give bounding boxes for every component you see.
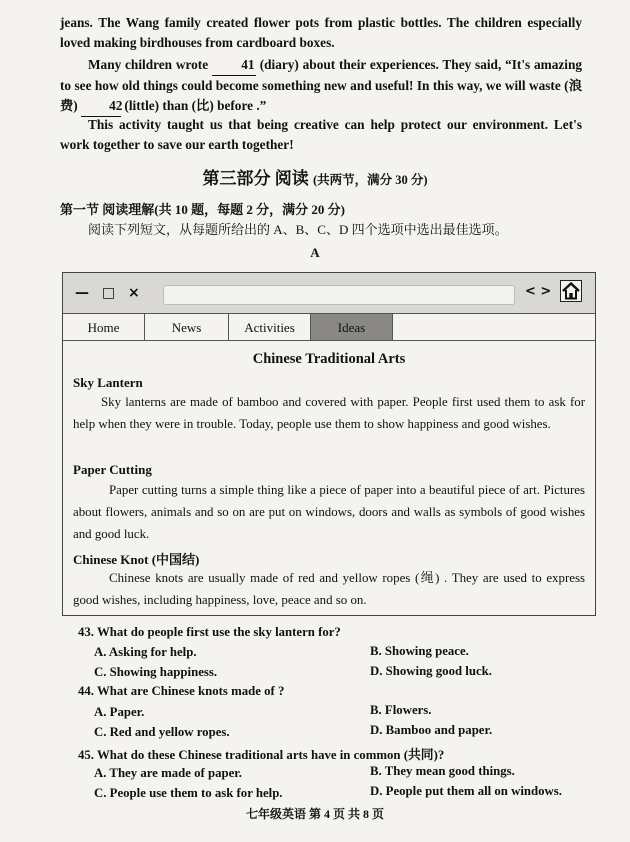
option-44-d[interactable]: D. Bamboo and paper.: [370, 723, 493, 737]
browser-tabs: [63, 314, 595, 341]
option-43-d[interactable]: D. Showing good luck.: [370, 664, 492, 678]
option-44-a[interactable]: A. Paper.: [94, 705, 145, 719]
browser-window: [62, 272, 596, 616]
browser-toolbar: [63, 273, 595, 314]
answer-blank-42[interactable]: 42: [81, 96, 121, 117]
section-title-note: (共两节，满分 30 分): [312, 173, 428, 187]
article-title: Chinese Traditional Arts: [252, 351, 406, 367]
tab-activities[interactable]: Activities: [229, 314, 311, 340]
tab-home[interactable]: Home: [63, 314, 145, 340]
intro-paragraph-3: This activity taught us that being creative can help protect our environment. Let's work together to save our earth together!: [60, 117, 582, 152]
part-one-heading: 第一节 阅读理解(共 10 题，每题 2 分，满分 20 分): [60, 202, 345, 217]
page-footer: 七年级英语 第 4 页 共 8 页: [245, 807, 384, 821]
text-paper-cutting: Paper cutting turns a simple thing like a piece of paper into a beautiful piece of art. Pictures about flowers, animals and so on are put on windows, doors and walls as symbols of good wishes and good luck.: [73, 483, 585, 541]
heading-chinese-knot: Chinese Knot (中国结): [73, 552, 200, 567]
question-43: 43. What do people first use the sky lantern for?: [78, 625, 341, 639]
window-controls[interactable]: — □ ×: [75, 285, 144, 301]
heading-sky-lantern: Sky Lantern: [73, 375, 143, 390]
home-icon[interactable]: [560, 280, 582, 302]
option-45-d[interactable]: D. People put them all on windows.: [370, 784, 562, 798]
option-43-b[interactable]: B. Showing peace.: [370, 644, 469, 658]
option-45-a[interactable]: A. They are made of paper.: [94, 766, 242, 780]
heading-paper-cutting: Paper Cutting: [73, 462, 152, 477]
question-44: 44. What are Chinese knots made of ?: [78, 684, 285, 698]
tab-ideas[interactable]: Ideas: [311, 314, 393, 340]
section-title-text: 第三部分 阅读: [202, 169, 309, 188]
tab-news[interactable]: News: [145, 314, 229, 340]
nav-arrows[interactable]: < >: [525, 284, 552, 299]
option-44-c[interactable]: C. Red and yellow ropes.: [94, 725, 230, 739]
option-43-c[interactable]: C. Showing happiness.: [94, 665, 218, 679]
option-45-c[interactable]: C. People use them to ask for help.: [94, 786, 283, 800]
text-chinese-knot: Chinese knots are usually made of red and yellow ropes (绳) . They are used to express good wishes, including happiness, love, peace and so on.: [73, 571, 585, 607]
intro-p2-text-a: Many children wrote: [88, 57, 209, 72]
question-45: 45. What do these Chinese traditional arts have in common (共同)?: [78, 748, 445, 762]
option-44-b[interactable]: B. Flowers.: [370, 703, 432, 717]
answer-blank-41[interactable]: 41: [212, 55, 256, 76]
option-45-b[interactable]: B. They mean good things.: [370, 764, 515, 778]
intro-paragraph-2: [60, 55, 582, 117]
intro-p2-text-c: (little) than (比) before .”: [124, 98, 267, 113]
reading-instruction: 阅读下列短文，从每题所给出的 A、B、C、D 四个选项中选出最佳选项。: [88, 222, 508, 237]
section-title: [0, 164, 630, 189]
address-bar[interactable]: [163, 285, 515, 305]
intro-paragraph-1: jeans. The Wang family created flower pots from plastic bottles. The children especially loved making birdhouses from cardboard boxes.: [60, 15, 582, 50]
text-sky-lantern: Sky lanterns are made of bamboo and covered with paper. People first used them to ask for help when they were in trouble. Today, people use them to show happiness and good wishes.: [73, 395, 585, 431]
intro-p2-text-b: (diary) about their experiences. They said, “It's amazing to see how old things could become something new and useful! In this way, we will waste (浪费): [60, 57, 582, 113]
option-43-a[interactable]: A. Asking for help.: [94, 645, 197, 659]
passage-letter: A: [310, 245, 320, 260]
